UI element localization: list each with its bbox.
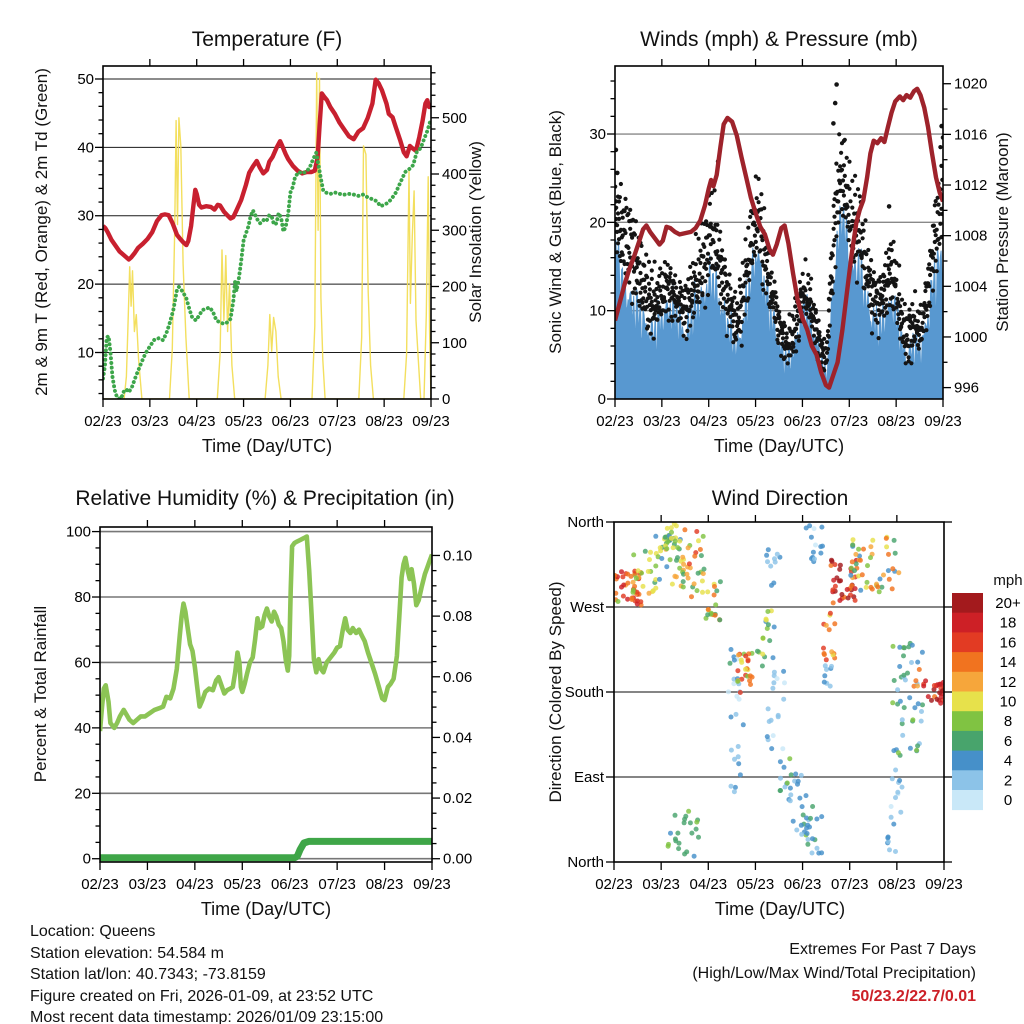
legend-label-4: 4 (1003, 752, 1013, 770)
legend-swatch-8 (952, 711, 983, 731)
legend-label-14: 14 (999, 654, 1017, 672)
humidity-x-axis-title: Time (Day/UTC) (200, 899, 332, 919)
temperature-right-tick: 400 (442, 166, 468, 183)
legend-swatch-0 (952, 790, 983, 810)
svg-text:03/23: 03/23 (642, 876, 680, 893)
station-location: Location: Queens (30, 923, 156, 940)
humidity_precip-series (100, 537, 432, 858)
extremes-values: 50/23.2/22.7/0.01 (851, 988, 976, 1005)
winds_pressure-right-tick: 1000 (954, 328, 988, 346)
legend-label-12: 12 (999, 673, 1017, 691)
temperature-right-tick: 200 (442, 278, 468, 296)
winds_pressure-right-tick: 1008 (954, 227, 988, 245)
temperature-right-tick: 0 (442, 391, 451, 408)
legend-swatch-20+ (952, 593, 983, 613)
temperature-left-axis-label: 2m & 9m T (Red, Orange) & 2m Td (Green) (32, 68, 51, 396)
winds_pressure-right-tick: 1004 (954, 278, 988, 296)
svg-text:09/23: 09/23 (925, 876, 963, 893)
svg-text:40: 40 (77, 139, 94, 157)
legend-label-20+: 20+ (995, 595, 1021, 612)
temperature-right-tick: 100 (442, 334, 468, 352)
svg-text:North: North (567, 514, 604, 531)
station-info (30, 921, 383, 1024)
station-elevation: Station elevation: 54.584 m (30, 944, 224, 962)
station-latlon: Station lat/lon: 40.7343; -73.8159 (30, 966, 266, 983)
svg-text:30: 30 (589, 126, 606, 144)
legend-label-16: 16 (999, 634, 1017, 652)
direction-left-axis-label: Direction (Colored By Speed) (546, 581, 565, 803)
speed-legend (952, 593, 1021, 810)
svg-text:03/23: 03/23 (131, 413, 169, 430)
wind-direction-dots (612, 521, 946, 858)
winds_pressure-right-tick: 1016 (954, 126, 988, 144)
wind_direction-tick-labels (565, 514, 963, 893)
temperature-x-axis-title: Time (Day/UTC) (201, 436, 333, 456)
svg-text:06/23: 06/23 (783, 413, 822, 430)
svg-text:02/23: 02/23 (81, 876, 119, 893)
humidity_precip-right-tick: 0.04 (443, 729, 473, 747)
winds-pressure-series (613, 82, 945, 399)
legend-label-0: 0 (1003, 792, 1013, 809)
svg-text:03/23: 03/23 (128, 876, 167, 893)
svg-text:09/23: 09/23 (413, 876, 451, 893)
winds-x-axis-title: Time (Day/UTC) (713, 436, 845, 456)
svg-text:06/23: 06/23 (270, 876, 309, 893)
legend-swatch-14 (952, 652, 983, 672)
figure-created: Figure created on Fri, 2026-01-09, at 23:52 UTC (30, 987, 374, 1005)
svg-text:North: North (567, 854, 604, 871)
temperature-gridlines (103, 79, 431, 353)
humidity_precip-right-tick: 0.06 (443, 668, 473, 686)
svg-text:08/23: 08/23 (877, 413, 915, 430)
svg-text:20: 20 (77, 276, 94, 294)
svg-text:06/23: 06/23 (271, 413, 310, 430)
svg-text:02/23: 02/23 (84, 413, 122, 430)
svg-text:07/23: 07/23 (830, 413, 869, 430)
svg-text:30: 30 (77, 207, 94, 225)
temperature-title: Temperature (F) (191, 28, 343, 51)
humidity-left-axis-label: Percent & Total Rainfall (31, 605, 50, 783)
humidity_precip-right-tick: 0.02 (443, 790, 473, 808)
total_precipitation_in-line (100, 841, 432, 857)
temperature-series (103, 73, 431, 399)
svg-text:0: 0 (82, 850, 91, 868)
svg-text:10: 10 (589, 302, 606, 320)
humidity_precip-right-tick: 0.08 (443, 608, 473, 626)
svg-text:08/23: 08/23 (365, 876, 404, 893)
legend-swatch-4 (952, 751, 983, 771)
legend-swatch-10 (952, 692, 983, 712)
humidity_precip-right-tick: 0.00 (443, 850, 473, 868)
svg-text:East: East (573, 769, 604, 786)
wind-direction-title: Wind Direction (711, 487, 849, 510)
svg-text:05/23: 05/23 (736, 413, 775, 430)
svg-text:04/23: 04/23 (176, 876, 214, 893)
pressure-right-axis-label: Station Pressure (Maroon) (993, 132, 1012, 332)
svg-text:South: South (564, 684, 604, 701)
svg-text:04/23: 04/23 (177, 413, 216, 430)
solar-right-axis-label: Solar Insolation (Yellow) (466, 141, 485, 323)
legend-label-6: 6 (1003, 732, 1013, 750)
svg-text:08/23: 08/23 (365, 413, 403, 430)
winds_pressure-right-tick: 996 (954, 379, 980, 397)
svg-text:20: 20 (589, 214, 606, 232)
svg-text:04/23: 04/23 (689, 876, 728, 893)
svg-text:02/23: 02/23 (595, 876, 633, 893)
legend-swatch-2 (952, 770, 983, 790)
svg-text:60: 60 (74, 654, 91, 672)
winds_pressure-right-tick: 1012 (954, 177, 988, 195)
svg-text:03/23: 03/23 (643, 413, 681, 430)
temperature-right-tick: 300 (442, 222, 468, 240)
humidity-precip-title: Relative Humidity (%) & Precipitation (in) (75, 487, 455, 510)
svg-text:20: 20 (74, 785, 91, 803)
temp_2m_9m_F-line (103, 80, 431, 260)
legend-label-18: 18 (999, 614, 1017, 632)
legend-swatch-18 (952, 613, 983, 633)
legend-swatch-12 (952, 672, 983, 692)
svg-text:07/23: 07/23 (318, 413, 357, 430)
svg-text:40: 40 (74, 719, 91, 737)
svg-text:02/23: 02/23 (596, 413, 634, 430)
svg-text:50: 50 (77, 70, 94, 88)
svg-text:West: West (570, 599, 604, 616)
wind-left-axis-label: Sonic Wind & Gust (Blue, Black) (546, 110, 565, 354)
svg-text:05/23: 05/23 (224, 413, 263, 430)
svg-text:05/23: 05/23 (736, 876, 775, 893)
svg-text:09/23: 09/23 (412, 413, 450, 430)
humidity_precip-right-tick: 0.10 (443, 547, 473, 565)
speed-legend-title: mph (993, 572, 1023, 589)
svg-text:100: 100 (65, 523, 91, 541)
legend-swatch-16 (952, 632, 983, 652)
legend-swatch-6 (952, 731, 983, 751)
svg-text:05/23: 05/23 (223, 876, 262, 893)
direction-x-axis-title: Time (Day/UTC) (714, 899, 846, 919)
svg-text:07/23: 07/23 (830, 876, 869, 893)
temperature-right-tick: 500 (442, 109, 468, 127)
svg-text:10: 10 (77, 344, 94, 362)
winds_pressure-right-tick: 1020 (954, 75, 988, 93)
svg-text:04/23: 04/23 (689, 413, 728, 430)
extremes-block (692, 938, 976, 1009)
svg-text:08/23: 08/23 (878, 876, 916, 893)
svg-text:0: 0 (597, 391, 606, 408)
legend-label-8: 8 (1003, 713, 1013, 731)
winds-pressure-title: Winds (mph) & Pressure (mb) (640, 28, 918, 51)
dewpoint_2m_F-line (103, 119, 431, 399)
data-timestamp: Most recent data timestamp: 2026/01/09 23:15:00 (30, 1009, 384, 1024)
extremes-heading: Extremes For Past 7 Days (789, 941, 976, 958)
legend-label-2: 2 (1003, 772, 1013, 790)
svg-text:80: 80 (74, 589, 91, 607)
legend-label-10: 10 (999, 693, 1017, 711)
svg-text:07/23: 07/23 (318, 876, 356, 893)
relative_humidity_pct-line (100, 537, 432, 732)
svg-text:06/23: 06/23 (783, 876, 822, 893)
svg-text:09/23: 09/23 (924, 413, 962, 430)
extremes-subheading: (High/Low/Max Wind/Total Precipitation) (692, 964, 976, 982)
